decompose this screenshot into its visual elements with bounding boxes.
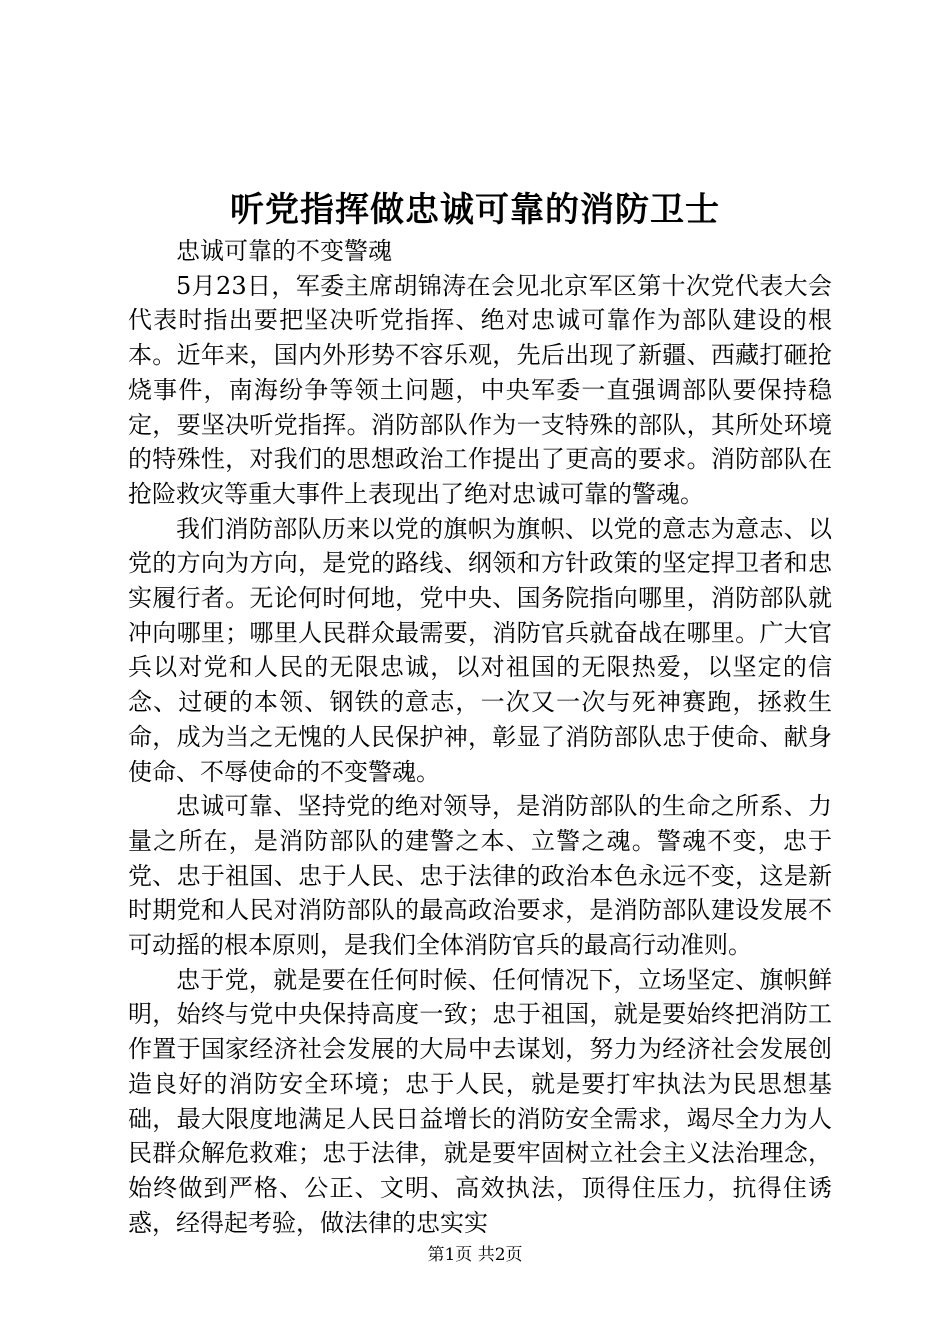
- section-heading: 忠诚可靠的不变警魂: [176, 237, 392, 265]
- paragraph: 5月23日，军委主席胡锦涛在会见北京军区第十次党代表大会代表时指出要把坚决听党指挥、绝对忠诚可靠作为部队建设的根本。近年来，国内外形势不容乐观，先后出现了新疆、西藏打砸抢烧事件，南海纷争等领土问题，中央军委一直强调部队要保持稳定，要坚决听党指挥。消防部队作为一支特殊的部队，其所处环境的特殊性，对我们的思想政治工作提出了更高的要求。消防部队在抢险救灾等重大事件上表现出了绝对忠诚可靠的警魂。: [128, 271, 832, 508]
- page-footer: 第1页 共2页: [427, 1245, 523, 1265]
- paragraph: 我们消防部队历来以党的旗帜为旗帜、以党的意志为意志、以党的方向为方向，是党的路线、纲领和方针政策的坚定捍卫者和忠实履行者。无论何时何地，党中央、国务院指向哪里，消防部队就冲向哪里；哪里人民群众最需要，消防官兵就奋战在哪里。广大官兵以对党和人民的无限忠诚，以对祖国的无限热爱，以坚定的信念、过硬的本领、钢铁的意志，一次又一次与死神赛跑，拯救生命，成为当之无愧的人民保护神，彰显了消防部队忠于使命、献身使命、不辱使命的不变警魂。: [128, 514, 832, 786]
- paragraph: 忠于党，就是要在任何时候、任何情况下，立场坚定、旗帜鲜明，始终与党中央保持高度一致；忠于祖国，就是要始终把消防工作置于国家经济社会发展的大局中去谋划，努力为经济社会发展创造良好的消防安全环境；忠于人民，就是要打牢执法为民思想基础，最大限度地满足人民日益增长的消防安全需求，竭尽全力为人民群众解危救难；忠于法律，就是要牢固树立社会主义法治理念，始终做到严格、公正、文明、高效执法，顶得住压力，抗得住诱惑，经得起考验，做法律的忠实实: [128, 965, 832, 1237]
- document-title: 听党指挥做忠诚可靠的消防卫士: [230, 190, 720, 230]
- document-body: [128, 234, 832, 1240]
- paragraph: 忠诚可靠、坚持党的绝对领导，是消防部队的生命之所系、力量之所在，是消防部队的建警之本、立警之魂。警魂不变，忠于党、忠于祖国、忠于人民、忠于法律的政治本色永远不变，这是新时期党和人民对消防部队的最高政治要求，是消防部队建设发展不可动摇的根本原则，是我们全体消防官兵的最高行动准则。: [128, 792, 832, 960]
